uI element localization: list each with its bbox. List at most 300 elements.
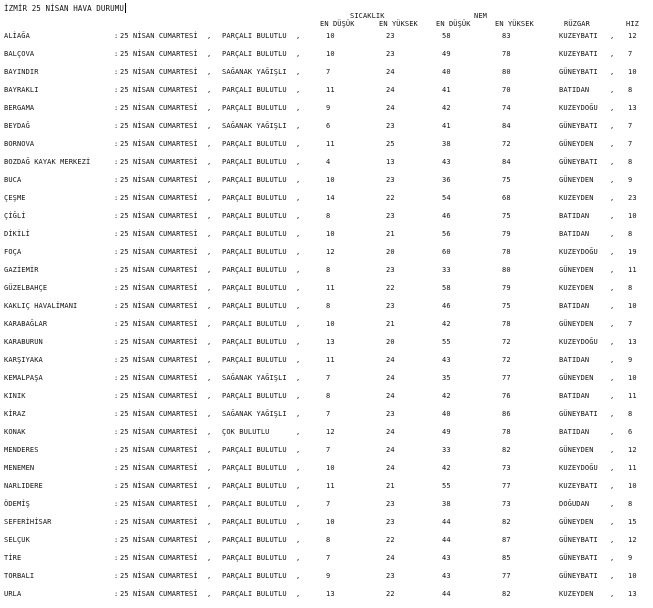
temp-max: 23 bbox=[386, 266, 395, 274]
temp-min: 7 bbox=[326, 554, 331, 562]
temp-max: 23 bbox=[386, 572, 395, 580]
wind-direction: GÜNEYBATI bbox=[559, 410, 598, 418]
wind-direction: GÜNEYDEN bbox=[559, 266, 594, 274]
city-name: KARABAĞLAR bbox=[4, 320, 48, 328]
temp-min: 9 bbox=[326, 104, 331, 112]
separator-comma: , bbox=[296, 320, 301, 328]
header-hum-min: EN DÜŞÜK bbox=[436, 20, 471, 28]
humidity-min: 49 bbox=[442, 50, 451, 58]
temp-min: 11 bbox=[326, 284, 335, 292]
humidity-min: 43 bbox=[442, 158, 451, 166]
humidity-max: 72 bbox=[502, 356, 511, 364]
separator-comma: , bbox=[207, 518, 212, 526]
temp-max: 23 bbox=[386, 50, 395, 58]
temp-min: 10 bbox=[326, 50, 335, 58]
wind-speed: 8 bbox=[628, 410, 633, 418]
wind-speed: 10 bbox=[628, 68, 637, 76]
humidity-min: 49 bbox=[442, 428, 451, 436]
date: 25 NİSAN CUMARTESİ bbox=[120, 446, 198, 454]
date: 25 NİSAN CUMARTESİ bbox=[120, 320, 198, 328]
city-name: BAYINDIR bbox=[4, 68, 39, 76]
separator-comma: , bbox=[610, 104, 615, 112]
humidity-max: 82 bbox=[502, 590, 511, 598]
humidity-max: 75 bbox=[502, 176, 511, 184]
temp-max: 23 bbox=[386, 32, 395, 40]
table-row bbox=[0, 104, 653, 122]
date: 25 NİSAN CUMARTESİ bbox=[120, 284, 198, 292]
date: 25 NİSAN CUMARTESİ bbox=[120, 50, 198, 58]
humidity-min: 56 bbox=[442, 230, 451, 238]
date: 25 NİSAN CUMARTESİ bbox=[120, 194, 198, 202]
condition: PARÇALI BULUTLU bbox=[222, 32, 287, 40]
date: 25 NİSAN CUMARTESİ bbox=[120, 428, 198, 436]
table-row bbox=[0, 428, 653, 446]
separator-colon: : bbox=[114, 194, 119, 202]
wind-speed: 8 bbox=[628, 86, 633, 94]
temp-max: 22 bbox=[386, 194, 395, 202]
humidity-max: 82 bbox=[502, 518, 511, 526]
temp-min: 12 bbox=[326, 248, 335, 256]
humidity-min: 38 bbox=[442, 500, 451, 508]
humidity-min: 58 bbox=[442, 284, 451, 292]
humidity-min: 42 bbox=[442, 104, 451, 112]
humidity-min: 58 bbox=[442, 32, 451, 40]
separator-colon: : bbox=[114, 176, 119, 184]
table-row bbox=[0, 158, 653, 176]
temp-max: 25 bbox=[386, 140, 395, 148]
date: 25 NİSAN CUMARTESİ bbox=[120, 518, 198, 526]
condition: PARÇALI BULUTLU bbox=[222, 482, 287, 490]
separator-comma: , bbox=[610, 410, 615, 418]
temp-min: 13 bbox=[326, 590, 335, 598]
city-name: ÖDEMİŞ bbox=[4, 500, 30, 508]
date: 25 NİSAN CUMARTESİ bbox=[120, 176, 198, 184]
separator-comma: , bbox=[296, 500, 301, 508]
separator-comma: , bbox=[610, 356, 615, 364]
temp-max: 23 bbox=[386, 176, 395, 184]
separator-comma: , bbox=[207, 104, 212, 112]
separator-comma: , bbox=[296, 374, 301, 382]
wind-direction: KUZEYBATI bbox=[559, 32, 598, 40]
condition: SAĞANAK YAĞIŞLI bbox=[222, 122, 287, 130]
separator-comma: , bbox=[207, 356, 212, 364]
table-row bbox=[0, 500, 653, 518]
separator-comma: , bbox=[207, 482, 212, 490]
separator-comma: , bbox=[207, 374, 212, 382]
separator-comma: , bbox=[296, 284, 301, 292]
city-name: BOZDAĞ KAYAK MERKEZİ bbox=[4, 158, 91, 166]
wind-speed: 10 bbox=[628, 374, 637, 382]
condition: PARÇALI BULUTLU bbox=[222, 158, 287, 166]
table-row bbox=[0, 446, 653, 464]
table-row bbox=[0, 320, 653, 338]
wind-speed: 10 bbox=[628, 212, 637, 220]
wind-direction: GÜNEYBATI bbox=[559, 554, 598, 562]
temp-max: 24 bbox=[386, 464, 395, 472]
table-row bbox=[0, 572, 653, 590]
temp-min: 11 bbox=[326, 356, 335, 364]
temp-max: 23 bbox=[386, 212, 395, 220]
condition: PARÇALI BULUTLU bbox=[222, 356, 287, 364]
separator-comma: , bbox=[610, 464, 615, 472]
table-row bbox=[0, 284, 653, 302]
humidity-min: 60 bbox=[442, 248, 451, 256]
wind-speed: 10 bbox=[628, 572, 637, 580]
date: 25 NİSAN CUMARTESİ bbox=[120, 32, 198, 40]
humidity-max: 77 bbox=[502, 482, 511, 490]
condition: PARÇALI BULUTLU bbox=[222, 518, 287, 526]
city-name: TORBALI bbox=[4, 572, 35, 580]
table-row bbox=[0, 482, 653, 500]
separator-comma: , bbox=[610, 518, 615, 526]
separator-comma: , bbox=[207, 158, 212, 166]
humidity-min: 43 bbox=[442, 356, 451, 364]
temp-min: 7 bbox=[326, 446, 331, 454]
temp-max: 23 bbox=[386, 410, 395, 418]
temp-min: 10 bbox=[326, 518, 335, 526]
document-title-text: İZMİR 25 NİSAN HAVA DURUMU bbox=[4, 4, 124, 13]
temp-max: 24 bbox=[386, 554, 395, 562]
table-row bbox=[0, 266, 653, 284]
table-row bbox=[0, 140, 653, 158]
humidity-min: 46 bbox=[442, 212, 451, 220]
separator-comma: , bbox=[296, 572, 301, 580]
temp-max: 21 bbox=[386, 482, 395, 490]
separator-comma: , bbox=[610, 32, 615, 40]
separator-comma: , bbox=[207, 536, 212, 544]
temp-min: 8 bbox=[326, 266, 331, 274]
humidity-min: 42 bbox=[442, 392, 451, 400]
date: 25 NİSAN CUMARTESİ bbox=[120, 338, 198, 346]
condition: PARÇALI BULUTLU bbox=[222, 302, 287, 310]
date: 25 NİSAN CUMARTESİ bbox=[120, 302, 198, 310]
temp-max: 24 bbox=[386, 392, 395, 400]
wind-direction: GÜNEYBATI bbox=[559, 68, 598, 76]
wind-direction: BATIDAN bbox=[559, 428, 590, 436]
city-name: SELÇUK bbox=[4, 536, 30, 544]
separator-comma: , bbox=[207, 212, 212, 220]
wind-direction: KUZEYDEN bbox=[559, 590, 594, 598]
condition: PARÇALI BULUTLU bbox=[222, 464, 287, 472]
date: 25 NİSAN CUMARTESİ bbox=[120, 140, 198, 148]
humidity-max: 78 bbox=[502, 428, 511, 436]
temp-min: 9 bbox=[326, 572, 331, 580]
separator-colon: : bbox=[114, 104, 119, 112]
separator-comma: , bbox=[296, 230, 301, 238]
wind-speed: 6 bbox=[628, 428, 633, 436]
humidity-max: 85 bbox=[502, 554, 511, 562]
separator-colon: : bbox=[114, 554, 119, 562]
separator-colon: : bbox=[114, 122, 119, 130]
humidity-max: 84 bbox=[502, 122, 511, 130]
humidity-min: 44 bbox=[442, 590, 451, 598]
humidity-min: 54 bbox=[442, 194, 451, 202]
separator-comma: , bbox=[207, 32, 212, 40]
humidity-max: 75 bbox=[502, 302, 511, 310]
table-row bbox=[0, 194, 653, 212]
temp-max: 24 bbox=[386, 428, 395, 436]
date: 25 NİSAN CUMARTESİ bbox=[120, 230, 198, 238]
table-row bbox=[0, 122, 653, 140]
humidity-max: 74 bbox=[502, 104, 511, 112]
temp-min: 11 bbox=[326, 482, 335, 490]
humidity-max: 76 bbox=[502, 392, 511, 400]
temp-min: 7 bbox=[326, 500, 331, 508]
separator-comma: , bbox=[610, 446, 615, 454]
condition: PARÇALI BULUTLU bbox=[222, 338, 287, 346]
date: 25 NİSAN CUMARTESİ bbox=[120, 266, 198, 274]
table-row bbox=[0, 230, 653, 248]
separator-comma: , bbox=[207, 554, 212, 562]
separator-comma: , bbox=[296, 590, 301, 598]
wind-speed: 13 bbox=[628, 338, 637, 346]
date: 25 NİSAN CUMARTESİ bbox=[120, 536, 198, 544]
humidity-max: 82 bbox=[502, 446, 511, 454]
header-temperature-group: SICAKLIK bbox=[350, 12, 385, 20]
separator-colon: : bbox=[114, 230, 119, 238]
separator-comma: , bbox=[296, 518, 301, 526]
humidity-max: 79 bbox=[502, 230, 511, 238]
separator-comma: , bbox=[207, 590, 212, 598]
condition: PARÇALI BULUTLU bbox=[222, 104, 287, 112]
separator-comma: , bbox=[610, 392, 615, 400]
temp-min: 8 bbox=[326, 212, 331, 220]
humidity-max: 77 bbox=[502, 374, 511, 382]
separator-comma: , bbox=[296, 86, 301, 94]
separator-comma: , bbox=[207, 248, 212, 256]
header-humidity-group: NEM bbox=[474, 12, 487, 20]
humidity-max: 77 bbox=[502, 572, 511, 580]
separator-comma: , bbox=[207, 140, 212, 148]
wind-speed: 13 bbox=[628, 590, 637, 598]
temp-max: 23 bbox=[386, 518, 395, 526]
temp-max: 20 bbox=[386, 338, 395, 346]
condition: PARÇALI BULUTLU bbox=[222, 554, 287, 562]
date: 25 NİSAN CUMARTESİ bbox=[120, 554, 198, 562]
city-name: BUCA bbox=[4, 176, 22, 184]
separator-colon: : bbox=[114, 446, 119, 454]
date: 25 NİSAN CUMARTESİ bbox=[120, 356, 198, 364]
wind-direction: GÜNEYDEN bbox=[559, 176, 594, 184]
separator-comma: , bbox=[207, 320, 212, 328]
wind-speed: 7 bbox=[628, 122, 633, 130]
wind-speed: 11 bbox=[628, 392, 637, 400]
separator-comma: , bbox=[296, 410, 301, 418]
table-row bbox=[0, 212, 653, 230]
separator-comma: , bbox=[610, 86, 615, 94]
temp-max: 24 bbox=[386, 68, 395, 76]
wind-direction: BATIDAN bbox=[559, 212, 590, 220]
city-name: KARABURUN bbox=[4, 338, 43, 346]
wind-speed: 9 bbox=[628, 356, 633, 364]
separator-colon: : bbox=[114, 338, 119, 346]
text-cursor bbox=[125, 3, 126, 13]
condition: PARÇALI BULUTLU bbox=[222, 590, 287, 598]
city-name: KEMALPAŞA bbox=[4, 374, 43, 382]
wind-speed: 7 bbox=[628, 320, 633, 328]
date: 25 NİSAN CUMARTESİ bbox=[120, 500, 198, 508]
wind-speed: 7 bbox=[628, 140, 633, 148]
temp-min: 7 bbox=[326, 374, 331, 382]
temp-max: 23 bbox=[386, 122, 395, 130]
humidity-min: 42 bbox=[442, 464, 451, 472]
separator-colon: : bbox=[114, 68, 119, 76]
separator-colon: : bbox=[114, 266, 119, 274]
wind-speed: 12 bbox=[628, 32, 637, 40]
temp-min: 10 bbox=[326, 320, 335, 328]
wind-direction: GÜNEYDEN bbox=[559, 140, 594, 148]
humidity-max: 72 bbox=[502, 140, 511, 148]
city-name: GAZİEMİR bbox=[4, 266, 39, 274]
condition: PARÇALI BULUTLU bbox=[222, 572, 287, 580]
separator-comma: , bbox=[296, 50, 301, 58]
condition: PARÇALI BULUTLU bbox=[222, 194, 287, 202]
temp-max: 24 bbox=[386, 356, 395, 364]
wind-direction: KUZEYBATI bbox=[559, 482, 598, 490]
humidity-min: 41 bbox=[442, 86, 451, 94]
city-name: BERGAMA bbox=[4, 104, 35, 112]
separator-comma: , bbox=[610, 590, 615, 598]
separator-comma: , bbox=[296, 482, 301, 490]
condition: PARÇALI BULUTLU bbox=[222, 140, 287, 148]
separator-colon: : bbox=[114, 302, 119, 310]
document-title bbox=[4, 3, 126, 13]
wind-direction: GÜNEYDEN bbox=[559, 374, 594, 382]
humidity-min: 44 bbox=[442, 536, 451, 544]
separator-colon: : bbox=[114, 392, 119, 400]
separator-comma: , bbox=[610, 248, 615, 256]
header-wind: RÜZGAR bbox=[564, 20, 590, 28]
separator-comma: , bbox=[296, 140, 301, 148]
humidity-max: 86 bbox=[502, 410, 511, 418]
humidity-max: 80 bbox=[502, 68, 511, 76]
wind-speed: 10 bbox=[628, 482, 637, 490]
separator-comma: , bbox=[207, 68, 212, 76]
wind-speed: 10 bbox=[628, 302, 637, 310]
wind-direction: BATIDAN bbox=[559, 356, 590, 364]
temp-min: 10 bbox=[326, 464, 335, 472]
separator-colon: : bbox=[114, 590, 119, 598]
temp-min: 13 bbox=[326, 338, 335, 346]
wind-speed: 8 bbox=[628, 158, 633, 166]
separator-comma: , bbox=[207, 446, 212, 454]
wind-speed: 8 bbox=[628, 230, 633, 238]
condition: PARÇALI BULUTLU bbox=[222, 536, 287, 544]
wind-direction: KUZEYDOĞU bbox=[559, 104, 598, 112]
wind-direction: GÜNEYDEN bbox=[559, 518, 594, 526]
header-hum-max: EN YÜKSEK bbox=[495, 20, 534, 28]
humidity-max: 68 bbox=[502, 194, 511, 202]
temp-min: 8 bbox=[326, 536, 331, 544]
separator-comma: , bbox=[296, 176, 301, 184]
humidity-min: 41 bbox=[442, 122, 451, 130]
date: 25 NİSAN CUMARTESİ bbox=[120, 212, 198, 220]
date: 25 NİSAN CUMARTESİ bbox=[120, 572, 198, 580]
separator-colon: : bbox=[114, 536, 119, 544]
separator-comma: , bbox=[610, 572, 615, 580]
separator-comma: , bbox=[610, 482, 615, 490]
humidity-min: 44 bbox=[442, 518, 451, 526]
separator-comma: , bbox=[296, 446, 301, 454]
humidity-min: 42 bbox=[442, 320, 451, 328]
separator-comma: , bbox=[207, 86, 212, 94]
city-name: BORNOVA bbox=[4, 140, 35, 148]
wind-direction: GÜNEYBATI bbox=[559, 572, 598, 580]
separator-colon: : bbox=[114, 464, 119, 472]
humidity-min: 38 bbox=[442, 140, 451, 148]
wind-speed: 9 bbox=[628, 554, 633, 562]
humidity-min: 46 bbox=[442, 302, 451, 310]
humidity-max: 78 bbox=[502, 320, 511, 328]
separator-comma: , bbox=[296, 302, 301, 310]
wind-speed: 19 bbox=[628, 248, 637, 256]
table-row bbox=[0, 68, 653, 86]
temp-min: 8 bbox=[326, 392, 331, 400]
separator-comma: , bbox=[296, 248, 301, 256]
separator-comma: , bbox=[207, 410, 212, 418]
temp-max: 24 bbox=[386, 374, 395, 382]
wind-direction: GÜNEYDEN bbox=[559, 320, 594, 328]
separator-comma: , bbox=[207, 230, 212, 238]
city-name: FOÇA bbox=[4, 248, 22, 256]
city-name: ALİAĞA bbox=[4, 32, 30, 40]
table-row bbox=[0, 86, 653, 104]
temp-min: 10 bbox=[326, 230, 335, 238]
wind-speed: 11 bbox=[628, 266, 637, 274]
humidity-min: 43 bbox=[442, 572, 451, 580]
separator-comma: , bbox=[610, 374, 615, 382]
separator-comma: , bbox=[610, 428, 615, 436]
separator-colon: : bbox=[114, 428, 119, 436]
wind-direction: BATIDAN bbox=[559, 392, 590, 400]
city-name: URLA bbox=[4, 590, 22, 598]
date: 25 NİSAN CUMARTESİ bbox=[120, 122, 198, 130]
separator-comma: , bbox=[610, 554, 615, 562]
city-name: NARLIDERE bbox=[4, 482, 43, 490]
temp-min: 10 bbox=[326, 176, 335, 184]
humidity-max: 72 bbox=[502, 338, 511, 346]
condition: PARÇALI BULUTLU bbox=[222, 230, 287, 238]
temp-max: 20 bbox=[386, 248, 395, 256]
temp-max: 23 bbox=[386, 500, 395, 508]
wind-speed: 12 bbox=[628, 536, 637, 544]
city-name: KARŞIYAKA bbox=[4, 356, 43, 364]
temp-max: 24 bbox=[386, 446, 395, 454]
wind-speed: 13 bbox=[628, 104, 637, 112]
header-temp-min: EN DÜŞÜK bbox=[320, 20, 355, 28]
separator-comma: , bbox=[207, 284, 212, 292]
city-name: BAYRAKLI bbox=[4, 86, 39, 94]
separator-comma: , bbox=[296, 194, 301, 202]
temp-min: 7 bbox=[326, 410, 331, 418]
wind-direction: KUZEYDOĞU bbox=[559, 248, 598, 256]
separator-comma: , bbox=[296, 338, 301, 346]
table-row bbox=[0, 356, 653, 374]
separator-comma: , bbox=[610, 230, 615, 238]
condition: PARÇALI BULUTLU bbox=[222, 50, 287, 58]
date: 25 NİSAN CUMARTESİ bbox=[120, 248, 198, 256]
humidity-max: 84 bbox=[502, 158, 511, 166]
temp-min: 4 bbox=[326, 158, 331, 166]
table-row bbox=[0, 536, 653, 554]
wind-direction: BATIDAN bbox=[559, 86, 590, 94]
wind-direction: KUZEYDEN bbox=[559, 284, 594, 292]
humidity-min: 55 bbox=[442, 338, 451, 346]
date: 25 NİSAN CUMARTESİ bbox=[120, 464, 198, 472]
wind-speed: 11 bbox=[628, 464, 637, 472]
temp-max: 23 bbox=[386, 302, 395, 310]
table-row bbox=[0, 554, 653, 572]
